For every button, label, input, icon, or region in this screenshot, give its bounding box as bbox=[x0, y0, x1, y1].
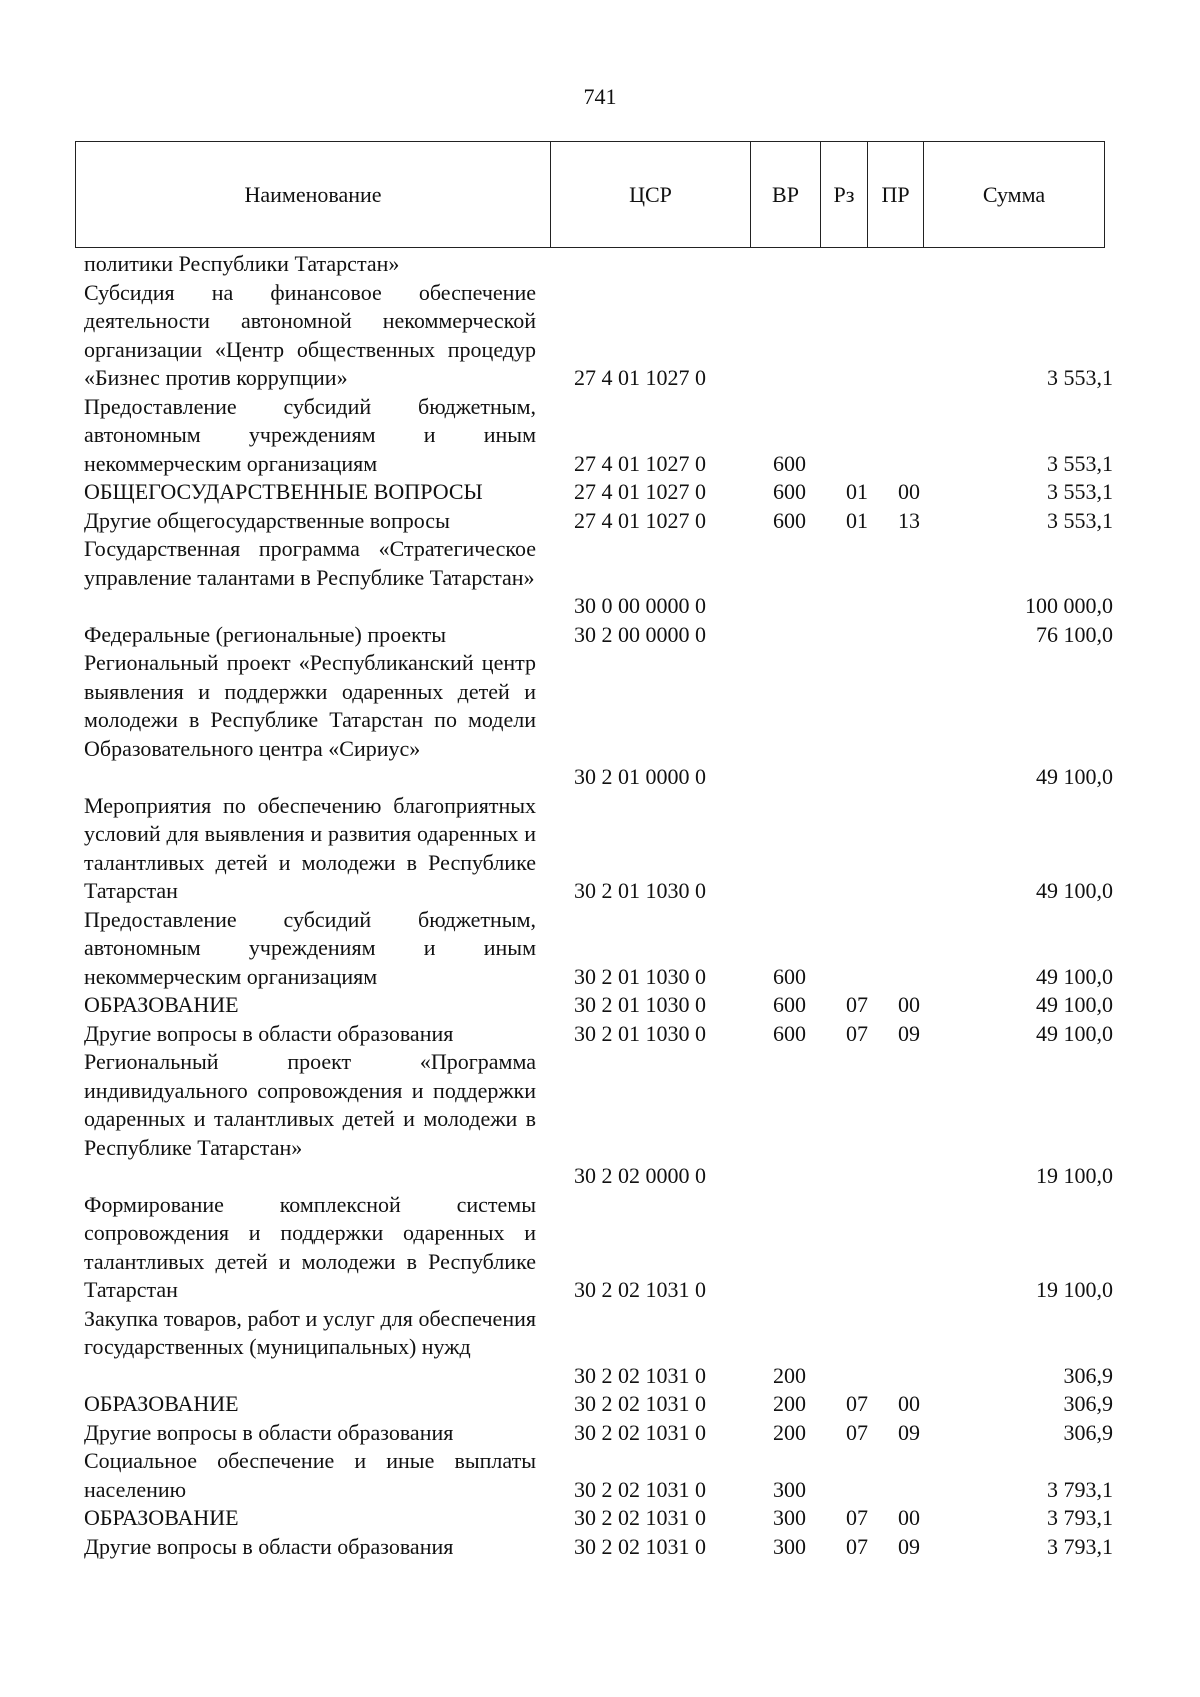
row-csr: 30 2 02 0000 0 bbox=[574, 1163, 706, 1188]
header-name: Наименование bbox=[76, 142, 551, 247]
table-row bbox=[0, 1447, 1200, 1504]
row-csr: 30 2 02 1031 0 bbox=[574, 1419, 706, 1445]
table-row bbox=[0, 478, 1200, 507]
table-row bbox=[0, 279, 1200, 393]
row-sum: 100 000,0 bbox=[1025, 593, 1113, 618]
row-pr: 00 bbox=[898, 479, 920, 504]
row-pr: 09 bbox=[898, 1419, 920, 1445]
row-vr: 300 bbox=[773, 1476, 806, 1502]
row-sum: 49 100,0 bbox=[1036, 992, 1113, 1017]
row-sum: 19 100,0 bbox=[1036, 1163, 1113, 1188]
row-csr: 27 4 01 1027 0 bbox=[574, 450, 706, 476]
row-name: ОБРАЗОВАНИЕ bbox=[84, 992, 239, 1017]
row-csr: 30 2 02 1031 0 bbox=[574, 1533, 706, 1559]
row-csr: 30 2 02 1031 0 bbox=[574, 1505, 706, 1530]
row-name: Другие вопросы в области образования bbox=[84, 1020, 454, 1046]
row-vr: 600 bbox=[773, 450, 806, 476]
row-rz: 01 bbox=[846, 479, 868, 504]
table-row bbox=[0, 1390, 1200, 1419]
row-rz: 07 bbox=[846, 1419, 868, 1445]
row-vr: 600 bbox=[773, 963, 806, 989]
row-name: Предоставление субсидий бюджетным, автономным учреждениям и иным некоммерческим организациям bbox=[84, 393, 536, 476]
row-sum: 3 553,1 bbox=[1047, 479, 1113, 504]
row-vr: 600 bbox=[773, 479, 806, 504]
table-row bbox=[0, 1533, 1200, 1562]
row-name: Государственная программа «Стратегическое управление талантами в Республике Татарстан» bbox=[84, 536, 536, 590]
header-vr: ВР bbox=[751, 142, 821, 247]
row-name: Закупка товаров, работ и услуг для обеспечения государственных (муниципальных) нужд bbox=[84, 1305, 536, 1359]
row-csr: 30 2 01 1030 0 bbox=[574, 1020, 706, 1046]
table-header bbox=[75, 141, 1105, 248]
table-row bbox=[0, 991, 1200, 1020]
table-row bbox=[0, 250, 1200, 279]
table-row bbox=[0, 507, 1200, 536]
row-vr: 600 bbox=[773, 1020, 806, 1046]
row-rz: 07 bbox=[846, 1533, 868, 1559]
row-sum: 49 100,0 bbox=[1036, 764, 1113, 789]
row-csr: 30 2 01 1030 0 bbox=[574, 878, 706, 903]
row-pr: 09 bbox=[898, 1533, 920, 1559]
table-row bbox=[0, 1504, 1200, 1533]
row-pr: 09 bbox=[898, 1020, 920, 1046]
row-vr: 600 bbox=[773, 507, 806, 533]
table-row bbox=[0, 1048, 1200, 1191]
row-sum: 3 793,1 bbox=[1047, 1476, 1113, 1502]
row-csr: 27 4 01 1027 0 bbox=[574, 479, 706, 504]
row-pr: 00 bbox=[898, 1391, 920, 1416]
row-sum: 306,9 bbox=[1063, 1419, 1113, 1445]
row-pr: 00 bbox=[898, 992, 920, 1017]
row-sum: 76 100,0 bbox=[1036, 621, 1113, 647]
row-rz: 07 bbox=[846, 1391, 868, 1416]
table-row bbox=[0, 1020, 1200, 1049]
row-vr: 300 bbox=[773, 1505, 806, 1530]
table-row bbox=[0, 792, 1200, 906]
row-pr: 00 bbox=[898, 1505, 920, 1530]
row-csr: 30 2 02 1031 0 bbox=[574, 1362, 706, 1388]
row-pr: 13 bbox=[898, 507, 920, 533]
row-vr: 600 bbox=[773, 992, 806, 1017]
table-row bbox=[0, 906, 1200, 992]
row-sum: 3 793,1 bbox=[1047, 1505, 1113, 1530]
row-csr: 30 0 00 0000 0 bbox=[574, 593, 706, 618]
row-vr: 300 bbox=[773, 1533, 806, 1559]
row-csr: 27 4 01 1027 0 bbox=[574, 507, 706, 533]
row-csr: 30 2 00 0000 0 bbox=[574, 621, 706, 647]
row-csr: 30 2 01 1030 0 bbox=[574, 992, 706, 1017]
row-rz: 07 bbox=[846, 992, 868, 1017]
header-rz: Рз bbox=[821, 142, 868, 247]
row-name: политики Республики Татарстан» bbox=[84, 251, 400, 276]
row-csr: 30 2 02 1031 0 bbox=[574, 1391, 706, 1416]
row-name: Региональный проект «Программа индивидуального сопровождения и поддержки одаренных и талантливых детей и молодежи в Республике Татарстан» bbox=[84, 1049, 536, 1160]
row-rz: 07 bbox=[846, 1505, 868, 1530]
table-row bbox=[0, 535, 1200, 621]
row-csr: 30 2 01 1030 0 bbox=[574, 963, 706, 989]
table-row bbox=[0, 649, 1200, 792]
row-name: ОБРАЗОВАНИЕ bbox=[84, 1505, 239, 1530]
row-name: Федеральные (региональные) проекты bbox=[84, 621, 446, 647]
row-sum: 3 553,1 bbox=[1047, 365, 1113, 390]
row-name: Другие вопросы в области образования bbox=[84, 1419, 454, 1445]
header-csr: ЦСР bbox=[551, 142, 751, 247]
row-rz: 07 bbox=[846, 1020, 868, 1046]
row-sum: 49 100,0 bbox=[1036, 1020, 1113, 1046]
row-sum: 306,9 bbox=[1063, 1391, 1113, 1416]
row-vr: 200 bbox=[773, 1391, 806, 1416]
row-name: Региональный проект «Республиканский центр выявления и поддержки одаренных детей и молодежи в Республике Татарстан по модели Образовательного центра «Сириус» bbox=[84, 650, 536, 761]
row-vr: 200 bbox=[773, 1419, 806, 1445]
row-name: Другие вопросы в области образования bbox=[84, 1533, 454, 1559]
row-sum: 3 793,1 bbox=[1047, 1533, 1113, 1559]
header-sum: Сумма bbox=[982, 181, 1046, 207]
row-sum: 49 100,0 bbox=[1036, 878, 1113, 903]
row-name: Другие общегосударственные вопросы bbox=[84, 507, 450, 533]
row-name: ОБРАЗОВАНИЕ bbox=[84, 1391, 239, 1416]
table-body bbox=[0, 250, 1200, 1561]
row-name: Предоставление субсидий бюджетным, автономным учреждениям и иным некоммерческим организациям bbox=[84, 906, 536, 989]
table-row bbox=[0, 1419, 1200, 1448]
row-name: Формирование комплексной системы сопровождения и поддержки одаренных и талантливых детей и молодежи в Республике Татарстан bbox=[84, 1191, 536, 1302]
table-row bbox=[0, 621, 1200, 650]
row-name: Субсидия на финансовое обеспечение деятельности автономной некоммерческой организации «Центр общественных процедур «Бизнес против коррупции» bbox=[84, 279, 536, 390]
row-vr: 200 bbox=[773, 1362, 806, 1388]
table-row bbox=[0, 1305, 1200, 1391]
row-name: ОБЩЕГОСУДАРСТВЕННЫЕ ВОПРОСЫ bbox=[84, 479, 483, 504]
table-row bbox=[0, 1191, 1200, 1305]
page-number: 741 bbox=[583, 84, 617, 109]
row-csr: 27 4 01 1027 0 bbox=[574, 365, 706, 390]
row-name: Мероприятия по обеспечению благоприятных условий для выявления и развития одаренных и талантливых детей и молодежи в Республике Татарстан bbox=[84, 792, 536, 903]
row-csr: 30 2 02 1031 0 bbox=[574, 1476, 706, 1502]
row-sum: 306,9 bbox=[1063, 1362, 1113, 1388]
row-sum: 19 100,0 bbox=[1036, 1277, 1113, 1302]
row-csr: 30 2 02 1031 0 bbox=[574, 1277, 706, 1302]
header-pr: ПР bbox=[868, 142, 924, 247]
row-sum: 3 553,1 bbox=[1047, 507, 1113, 533]
row-csr: 30 2 01 0000 0 bbox=[574, 764, 706, 789]
row-name: Социальное обеспечение и иные выплаты населению bbox=[84, 1448, 536, 1502]
table-row bbox=[0, 393, 1200, 479]
row-sum: 3 553,1 bbox=[1047, 450, 1113, 476]
row-rz: 01 bbox=[846, 507, 868, 533]
row-sum: 49 100,0 bbox=[1036, 963, 1113, 989]
